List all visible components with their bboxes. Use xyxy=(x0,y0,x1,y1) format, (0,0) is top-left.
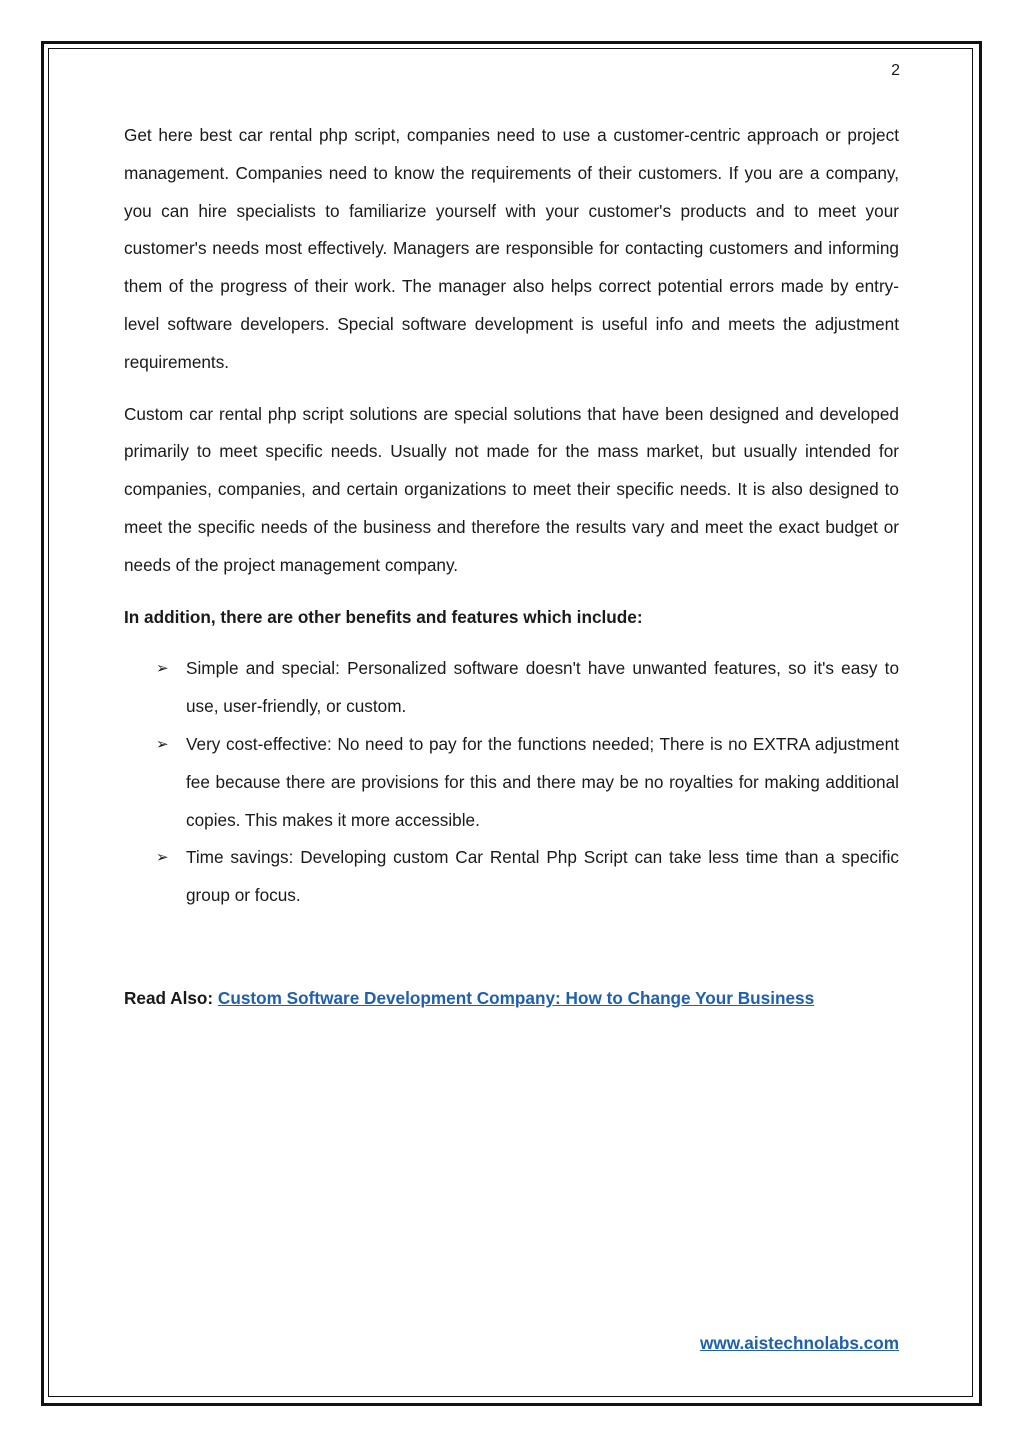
read-also-label: Read Also: xyxy=(124,988,214,1008)
read-also-line xyxy=(124,980,814,1018)
list-item-text: Very cost-effective: No need to pay for the functions needed; There is no EXTRA adjustment fee because there are provisions for this and there may be no royalties for making additional copies. This makes it more accessible. xyxy=(186,733,899,830)
paragraph-custom-solutions: Custom car rental php script solutions are special solutions that have been designed and developed primarily to meet specific needs. Usually not made for the mass market, but usually intended for companies, companies, and certain organizations to meet their specific needs. It is also designed to meet the specific needs of the business and therefore the results vary and meet the exact budget or needs of the project management company. xyxy=(124,403,899,575)
benefits-heading: In addition, there are other benefits and features which include: xyxy=(124,606,643,627)
benefits-list xyxy=(124,650,899,915)
paragraph-intro: Get here best car rental php script, companies need to use a customer-centric approach or project management. Companies need to know the requirements of their customers. If you are a company, you can hire specialists to familiarize yourself with your customer's products and to meet your customer's needs most effectively. Managers are responsible for contacting customers and informing them of the progress of their work. The manager also helps correct potential errors made by entry-level software developers. Special software development is useful info and meets the adjustment requirements. xyxy=(124,125,899,372)
list-item xyxy=(124,650,899,726)
list-item-text: Time savings: Developing custom Car Rental Php Script can take less time than a specific group or focus. xyxy=(186,847,899,906)
read-also-link[interactable]: Custom Software Development Company: How to Change Your Business xyxy=(217,988,815,1008)
list-item xyxy=(124,839,899,915)
list-item xyxy=(124,726,899,839)
arrowhead-bullet-icon: ➢ xyxy=(156,660,169,678)
arrowhead-bullet-icon: ➢ xyxy=(156,735,169,753)
page-number: 2 xyxy=(891,62,900,79)
list-item-text: Simple and special: Personalized software doesn't have unwanted features, so it's easy to use, user-friendly, or custom. xyxy=(186,658,899,717)
document-body xyxy=(124,117,899,915)
footer-website-link[interactable]: www.aistechnolabs.com xyxy=(700,1333,899,1353)
arrowhead-bullet-icon: ➢ xyxy=(156,849,169,867)
